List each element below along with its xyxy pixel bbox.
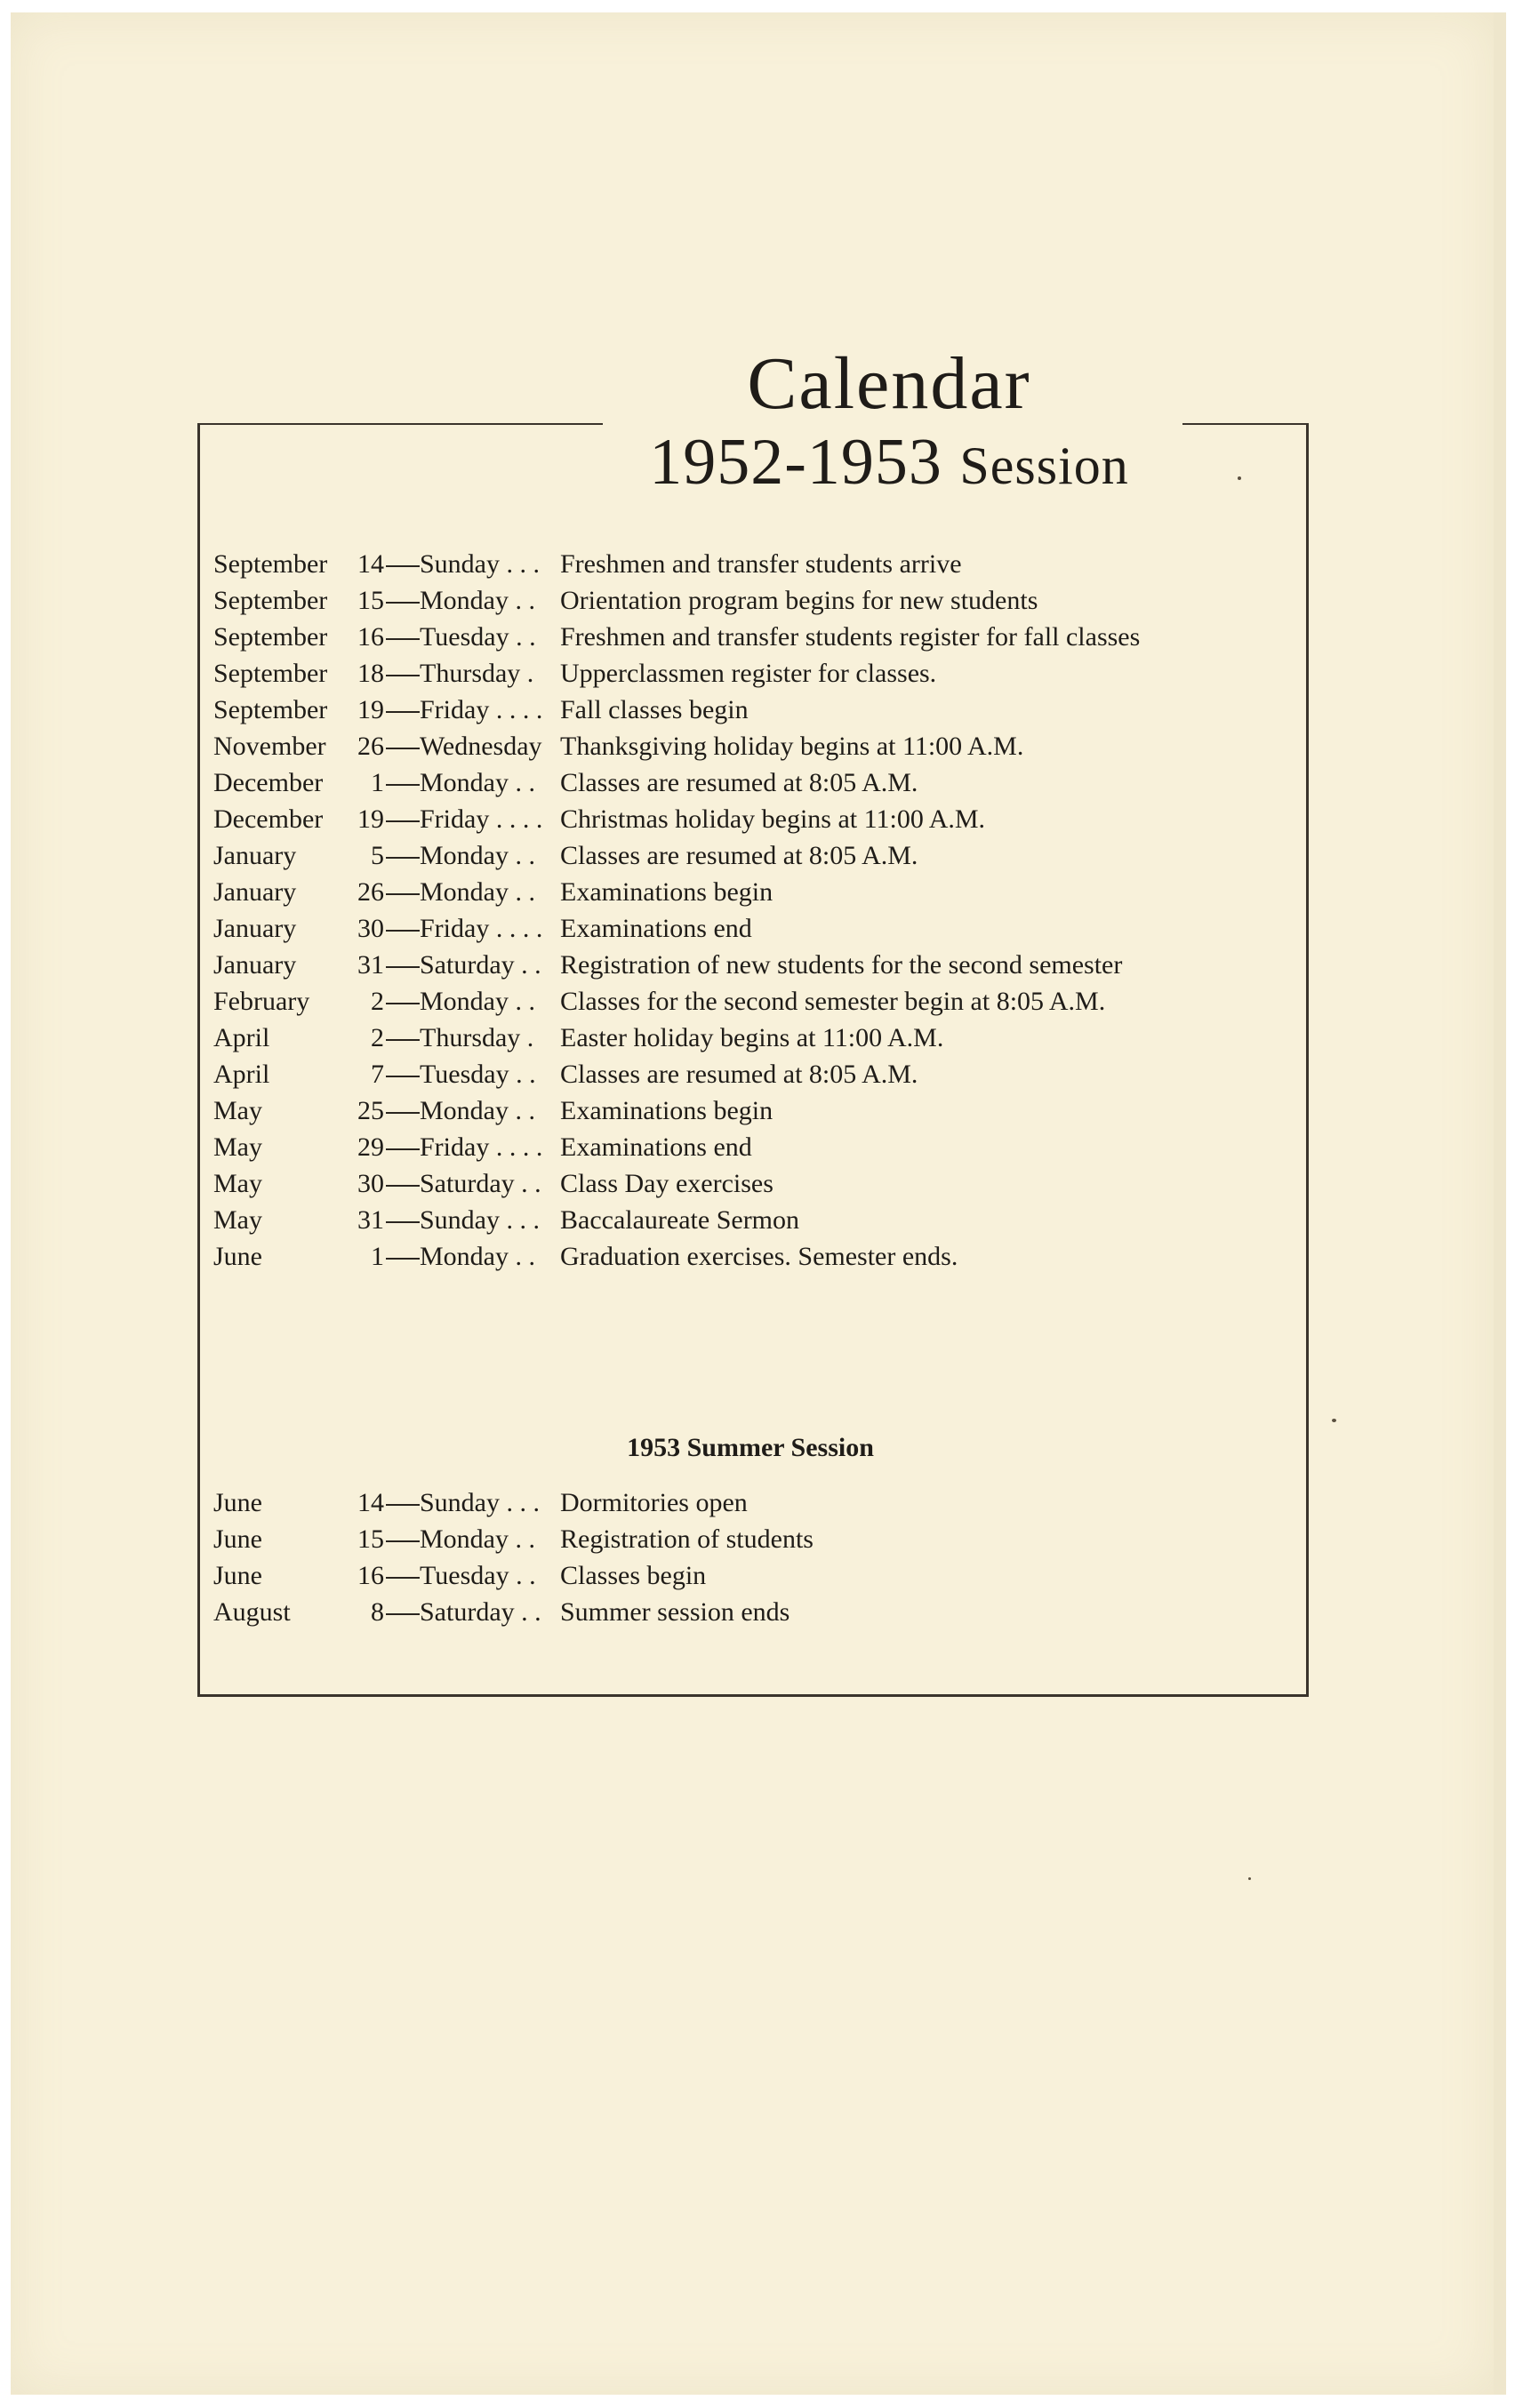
page-title xyxy=(569,343,1209,503)
calendar-entry xyxy=(213,1132,1271,1163)
entry-month: January xyxy=(213,877,297,907)
calendar-entry xyxy=(213,914,1271,944)
entry-month: December xyxy=(213,768,324,797)
entry-event: Registration of students xyxy=(560,1524,814,1554)
entry-dash xyxy=(386,804,420,822)
entry-day: 5 xyxy=(371,841,384,870)
entry-weekday: Saturday . . xyxy=(420,1597,541,1627)
entry-event: Easter holiday begins at 11:00 A.M. xyxy=(560,1023,944,1052)
entry-event: Examinations end xyxy=(560,1132,752,1162)
entry-weekday: Sunday . . . xyxy=(420,549,540,579)
entry-day: 14 xyxy=(357,1488,384,1517)
entry-event: Freshmen and transfer students arrive xyxy=(560,549,962,579)
title-session xyxy=(569,425,1209,503)
entry-month: January xyxy=(213,841,297,870)
entry-event: Dormitories open xyxy=(560,1488,748,1517)
page-edge xyxy=(1494,12,1506,2395)
entry-dash xyxy=(386,877,420,895)
entry-dash xyxy=(386,768,420,786)
entry-weekday: Monday . . xyxy=(420,1242,535,1271)
summer-session-list xyxy=(213,1488,1271,1634)
entry-dash xyxy=(386,549,420,567)
entry-day: 16 xyxy=(357,622,384,652)
calendar-entry xyxy=(213,1242,1271,1272)
entry-event: Examinations end xyxy=(560,914,752,943)
entry-dash xyxy=(386,1169,420,1187)
entry-month: January xyxy=(213,914,297,943)
entry-event: Classes are resumed at 8:05 A.M. xyxy=(560,768,918,797)
entry-dash xyxy=(386,1488,420,1506)
entry-month: June xyxy=(213,1488,262,1517)
entry-weekday: Sunday . . . xyxy=(420,1488,540,1517)
entry-dash xyxy=(386,914,420,932)
entry-dash xyxy=(386,1242,420,1260)
entry-day: 29 xyxy=(357,1132,384,1162)
entry-month: September xyxy=(213,659,328,688)
calendar-entry xyxy=(213,768,1271,798)
entry-event: Orientation program begins for new students xyxy=(560,586,1038,615)
entry-month: April xyxy=(213,1023,270,1052)
entry-weekday: Tuesday . . xyxy=(420,1561,536,1590)
entry-month: June xyxy=(213,1242,262,1271)
entry-event: Fall classes begin xyxy=(560,695,749,724)
entry-weekday: Friday . . . . xyxy=(420,1132,543,1162)
entry-month: June xyxy=(213,1561,262,1590)
entry-month: February xyxy=(213,987,310,1016)
calendar-entry xyxy=(213,1561,1271,1591)
entry-month: May xyxy=(213,1205,262,1235)
entry-dash xyxy=(386,987,420,1004)
entry-month: November xyxy=(213,732,326,761)
entry-dash xyxy=(386,1561,420,1579)
calendar-entry xyxy=(213,622,1271,652)
entry-day: 2 xyxy=(371,987,384,1016)
main-session-list xyxy=(213,549,1271,1278)
entry-day: 15 xyxy=(357,1524,384,1554)
entry-event: Baccalaureate Sermon xyxy=(560,1205,800,1235)
entry-month: September xyxy=(213,695,328,724)
title-calendar: Calendar xyxy=(747,342,1031,425)
paper-speck xyxy=(1238,476,1241,480)
entry-month: August xyxy=(213,1597,291,1627)
entry-weekday: Monday . . xyxy=(420,586,535,615)
entry-weekday: Wednesday xyxy=(420,732,542,761)
calendar-entry xyxy=(213,1023,1271,1053)
entry-dash xyxy=(386,622,420,640)
entry-day: 1 xyxy=(371,768,384,797)
entry-event: Classes begin xyxy=(560,1561,707,1590)
entry-event: Registration of new students for the second semester xyxy=(560,950,1123,980)
entry-day: 15 xyxy=(357,586,384,615)
entry-month: May xyxy=(213,1169,262,1198)
entry-event: Examinations begin xyxy=(560,877,774,907)
entry-event: Upperclassmen register for classes. xyxy=(560,659,937,688)
title-session-word: Session xyxy=(959,436,1129,495)
entry-dash xyxy=(386,1023,420,1041)
entry-day: 2 xyxy=(371,1023,384,1052)
entry-weekday: Friday . . . . xyxy=(420,695,543,724)
entry-weekday: Thursday . xyxy=(420,659,534,688)
entry-event: Thanksgiving holiday begins at 11:00 A.M. xyxy=(560,732,1024,761)
calendar-entry xyxy=(213,987,1271,1017)
entry-weekday: Thursday . xyxy=(420,1023,534,1052)
entry-dash xyxy=(386,732,420,749)
entry-dash xyxy=(386,1132,420,1150)
entry-dash xyxy=(386,841,420,859)
entry-day: 30 xyxy=(357,914,384,943)
paper-speck xyxy=(1248,1877,1251,1880)
entry-day: 31 xyxy=(357,1205,384,1235)
entry-dash xyxy=(386,1060,420,1077)
entry-event: Examinations begin xyxy=(560,1096,774,1125)
calendar-entry xyxy=(213,586,1271,616)
calendar-entry xyxy=(213,1060,1271,1090)
entry-day: 26 xyxy=(357,732,384,761)
entry-weekday: Saturday . . xyxy=(420,950,541,980)
entry-weekday: Monday . . xyxy=(420,987,535,1016)
calendar-entry xyxy=(213,950,1271,980)
entry-day: 19 xyxy=(357,804,384,834)
paper-speck xyxy=(1332,1419,1336,1422)
entry-event: Classes are resumed at 8:05 A.M. xyxy=(560,841,918,870)
calendar-entry xyxy=(213,1205,1271,1236)
entry-month: May xyxy=(213,1096,262,1125)
entry-weekday: Monday . . xyxy=(420,841,535,870)
calendar-entry xyxy=(213,1488,1271,1518)
entry-day: 1 xyxy=(371,1242,384,1271)
entry-month: December xyxy=(213,804,324,834)
entry-month: June xyxy=(213,1524,262,1554)
calendar-entry xyxy=(213,659,1271,689)
entry-event: Summer session ends xyxy=(560,1597,790,1627)
calendar-entry xyxy=(213,549,1271,580)
entry-weekday: Monday . . xyxy=(420,768,535,797)
entry-weekday: Saturday . . xyxy=(420,1169,541,1198)
entry-day: 7 xyxy=(371,1060,384,1089)
entry-event: Classes are resumed at 8:05 A.M. xyxy=(560,1060,918,1089)
calendar-entry xyxy=(213,1524,1271,1555)
frame-top-rule-left xyxy=(197,423,603,425)
calendar-entry xyxy=(213,732,1271,762)
calendar-entry xyxy=(213,1096,1271,1126)
entry-event: Christmas holiday begins at 11:00 A.M. xyxy=(560,804,986,834)
entry-event: Freshmen and transfer students register for fall classes xyxy=(560,622,1141,652)
entry-month: April xyxy=(213,1060,270,1089)
entry-weekday: Sunday . . . xyxy=(420,1205,540,1235)
entry-event: Class Day exercises xyxy=(560,1169,774,1198)
entry-day: 26 xyxy=(357,877,384,907)
calendar-entry xyxy=(213,1169,1271,1199)
entry-dash xyxy=(386,1096,420,1114)
entry-weekday: Monday . . xyxy=(420,877,535,907)
entry-weekday: Friday . . . . xyxy=(420,914,543,943)
entry-weekday: Monday . . xyxy=(420,1096,535,1125)
entry-day: 18 xyxy=(357,659,384,688)
entry-day: 8 xyxy=(371,1597,384,1627)
entry-month: September xyxy=(213,586,328,615)
entry-dash xyxy=(386,659,420,676)
calendar-entry xyxy=(213,841,1271,871)
entry-event: Graduation exercises. Semester ends. xyxy=(560,1242,958,1271)
entry-weekday: Friday . . . . xyxy=(420,804,543,834)
entry-dash xyxy=(386,586,420,604)
calendar-entry xyxy=(213,1597,1271,1628)
title-years: 1952-1953 xyxy=(649,426,942,499)
entry-day: 16 xyxy=(357,1561,384,1590)
entry-day: 30 xyxy=(357,1169,384,1198)
entry-day: 25 xyxy=(357,1096,384,1125)
calendar-entry xyxy=(213,877,1271,908)
entry-month: January xyxy=(213,950,297,980)
calendar-entry xyxy=(213,804,1271,835)
entry-month: September xyxy=(213,622,328,652)
entry-dash xyxy=(386,695,420,713)
calendar-entry xyxy=(213,695,1271,725)
entry-day: 19 xyxy=(357,695,384,724)
summer-session-heading: 1953 Summer Session xyxy=(627,1433,874,1462)
entry-dash xyxy=(386,950,420,968)
entry-dash xyxy=(386,1597,420,1615)
entry-weekday: Tuesday . . xyxy=(420,622,536,652)
entry-weekday: Monday . . xyxy=(420,1524,535,1554)
entry-weekday: Tuesday . . xyxy=(420,1060,536,1089)
entry-day: 14 xyxy=(357,549,384,579)
entry-dash xyxy=(386,1205,420,1223)
entry-month: May xyxy=(213,1132,262,1162)
entry-event: Classes for the second semester begin at 8:05 A.M. xyxy=(560,987,1106,1016)
entry-month: September xyxy=(213,549,328,579)
entry-dash xyxy=(386,1524,420,1542)
entry-day: 31 xyxy=(357,950,384,980)
